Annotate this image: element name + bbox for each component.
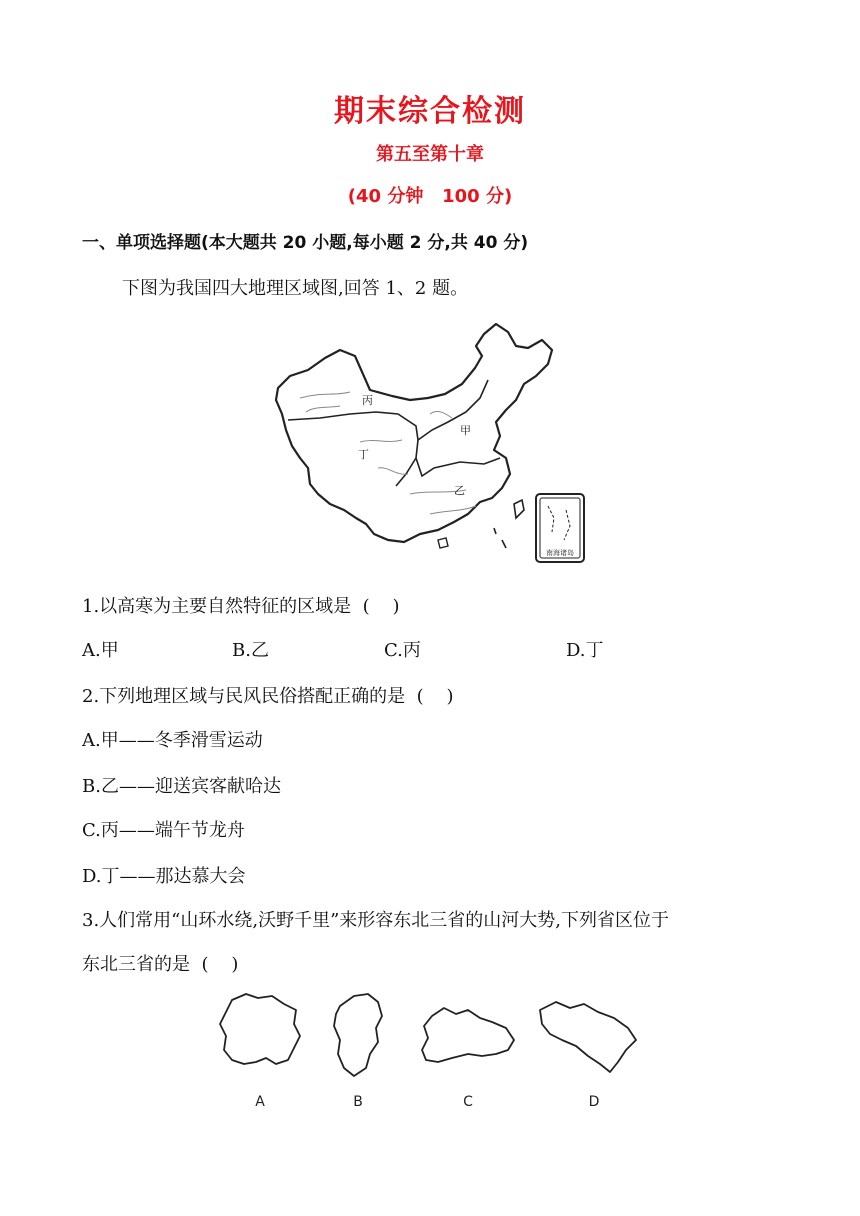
province-shapes [210, 988, 650, 1118]
q1-option-c[interactable]: C.丙 [384, 640, 421, 661]
page-title: 期末综合检测 [334, 94, 526, 129]
q2-option-c[interactable]: C.丙——端午节龙舟 [82, 820, 245, 841]
map-label-ding: 丁 [358, 448, 369, 461]
shape-label-a: A [255, 1094, 265, 1110]
boundary-line-3 [416, 440, 500, 476]
time-score: (40 分钟 100 分) [347, 186, 513, 207]
q1-option-a[interactable]: A.甲 [82, 640, 119, 661]
map-label-yi: 乙 [454, 484, 465, 497]
shape-label-c: C [463, 1094, 473, 1110]
q1-option-d[interactable]: D.丁 [566, 640, 604, 661]
q2-option-d[interactable]: D.丁——那达慕大会 [82, 866, 246, 887]
china-outline [276, 324, 552, 542]
map-label-bing: 丙 [362, 394, 373, 407]
question-2-stem: 2.下列地理区域与民风民俗搭配正确的是 ( ) [82, 686, 454, 707]
section-intro: 下图为我国四大地理区域图,回答 1、2 题。 [122, 278, 469, 299]
inset-label: 南海诸岛 [546, 549, 574, 557]
q2-option-a[interactable]: A.甲——冬季滑雪运动 [82, 730, 263, 751]
page-subtitle: 第五至第十章 [376, 144, 484, 165]
boundary-line-1 [288, 412, 418, 440]
map-label-jia: 甲 [460, 424, 471, 437]
shape-label-b: B [353, 1094, 363, 1110]
q1-option-b[interactable]: B.乙 [232, 640, 269, 661]
section-heading: 一、单项选择题(本大题共 20 小题,每小题 2 分,共 40 分) [82, 233, 529, 253]
question-3-stem-line1: 3.人们常用“山环水绕,沃野千里”来形容东北三省的山河大势,下列省区位于 [82, 910, 670, 931]
question-1-stem: 1.以高寒为主要自然特征的区域是 ( ) [82, 596, 400, 617]
province-shape-d [540, 1002, 636, 1072]
province-shape-c [422, 1008, 514, 1062]
shape-label-d: D [588, 1094, 600, 1110]
province-shape-a [220, 994, 300, 1064]
boundary-line-4 [396, 458, 416, 486]
china-region-map [270, 318, 590, 566]
q2-option-b[interactable]: B.乙——迎送宾客献哈达 [82, 776, 281, 797]
question-3-stem-line2: 东北三省的是 ( ) [82, 954, 239, 975]
province-shape-b [334, 994, 382, 1076]
